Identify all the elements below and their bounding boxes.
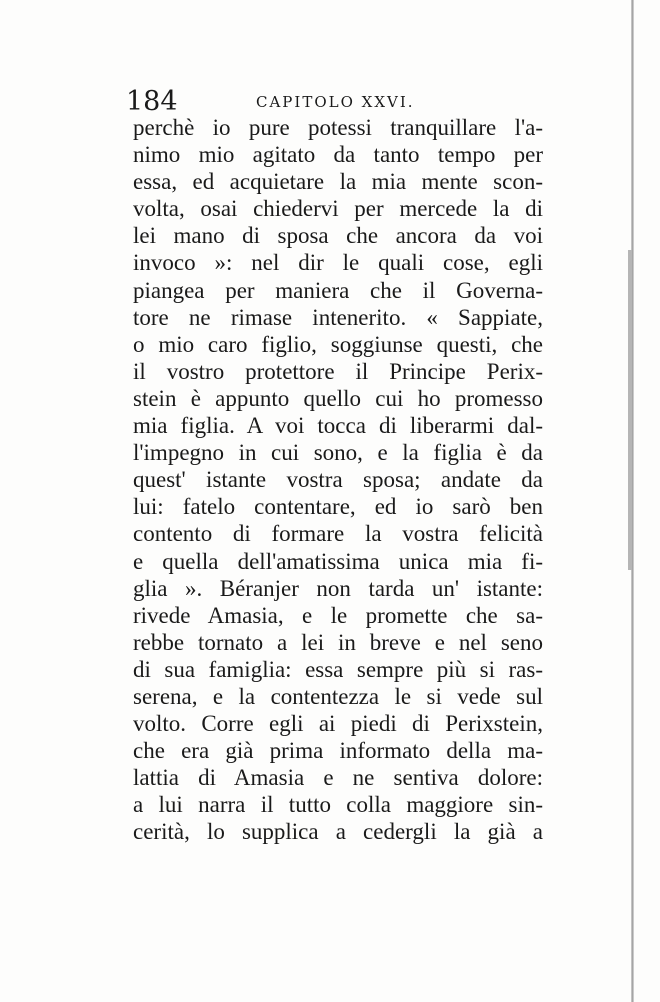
text-line: rebbe tornato a lei in breve e nel seno bbox=[133, 629, 543, 655]
text-line: essa, ed acquietare la mia mente scon- bbox=[133, 169, 543, 195]
text-line: volta, osai chiedervi per mercede la di bbox=[133, 196, 543, 222]
text-line: lattia di Amasia e ne sentiva dolore: bbox=[133, 765, 543, 791]
text-line: e quella dell'amatissima unica mia fi- bbox=[133, 548, 543, 574]
text-line: volto. Corre egli ai piedi di Perixstein, bbox=[133, 711, 543, 737]
text-line: il vostro protettore il Principe Perix- bbox=[133, 358, 543, 384]
text-line: rivede Amasia, e le promette che sa- bbox=[133, 602, 543, 628]
page-number: 184 bbox=[126, 86, 178, 117]
text-line: invoco »: nel dir le quali cose, egli bbox=[133, 250, 543, 276]
text-line: glia ». Béranjer non tarda un' istante: bbox=[133, 575, 543, 601]
text-line: che era già prima informato della ma- bbox=[133, 738, 543, 764]
text-line: lui: fatelo contentare, ed io sarò ben bbox=[133, 494, 543, 520]
text-line: lei mano di sposa che ancora da voi bbox=[133, 223, 543, 249]
text-line: cerità, lo supplica a cedergli la già a bbox=[133, 819, 543, 845]
text-line: stein è appunto quello cui ho promesso bbox=[133, 385, 543, 411]
page-binding-mark bbox=[628, 250, 632, 570]
text-line: l'impegno in cui sono, e la figlia è da bbox=[133, 440, 543, 466]
text-line: quest' istante vostra sposa; andate da bbox=[133, 467, 543, 493]
text-line: a lui narra il tutto colla maggiore sin- bbox=[133, 792, 543, 818]
text-line: nimo mio agitato da tanto tempo per bbox=[133, 142, 543, 168]
running-head: CAPITOLO XXVI. bbox=[256, 93, 415, 111]
text-line: di sua famiglia: essa sempre più si ras- bbox=[133, 656, 543, 682]
text-line: perchè io pure potessi tranquillare l'a- bbox=[133, 115, 543, 140]
text-line: serena, e la contentezza le si vede sul bbox=[133, 683, 543, 709]
body-text bbox=[133, 114, 543, 846]
text-line: o mio caro figlio, soggiunse questi, che bbox=[133, 331, 543, 357]
text-line: mia figlia. A voi tocca di liberarmi dal- bbox=[133, 413, 543, 439]
text-line: piangea per maniera che il Governa- bbox=[133, 277, 543, 303]
text-line: tore ne rimase intenerito. « Sappiate, bbox=[133, 304, 543, 330]
text-line: contento di formare la vostra felicità bbox=[133, 521, 543, 547]
